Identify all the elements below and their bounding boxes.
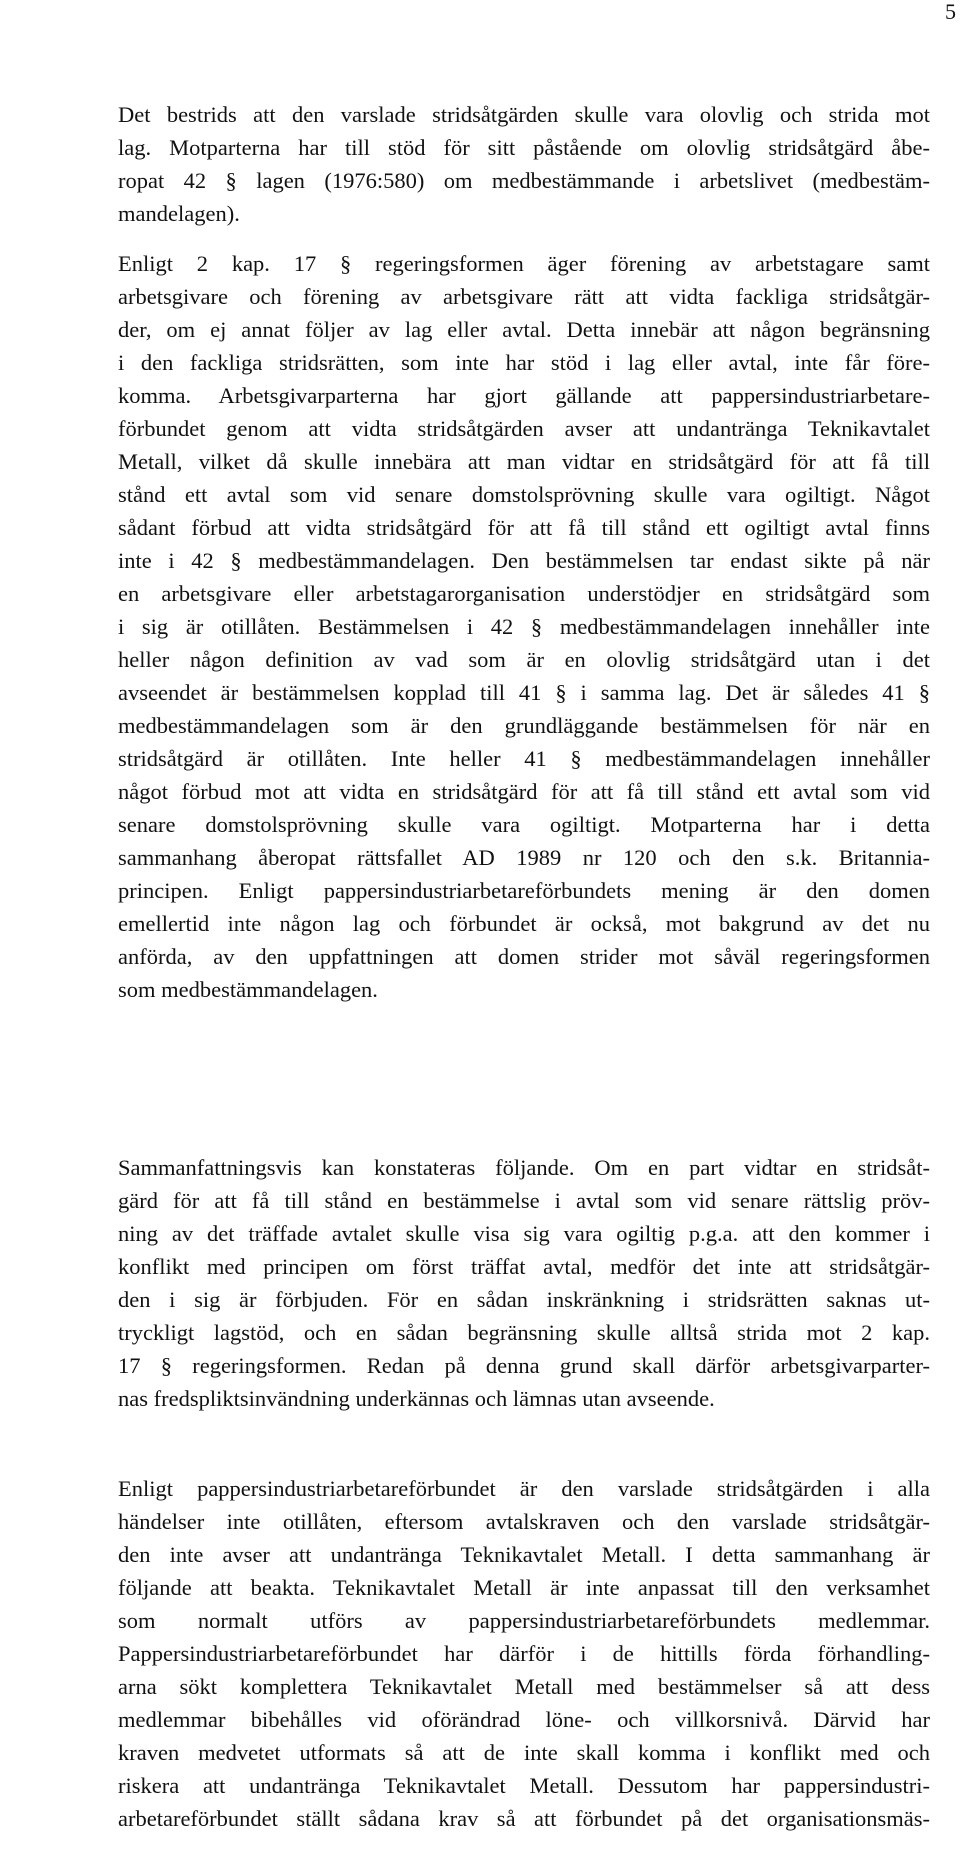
text-line: heller någon definition av vad som är en olovlig stridsåtgärd utan i det — [118, 647, 930, 672]
text-line: i den fackliga stridsrätten, som inte har stöd i lag eller avtal, inte får före- — [118, 350, 930, 375]
text-line: emellertid inte någon lag och förbundet är också, mot bakgrund av det nu — [118, 911, 930, 936]
text-line: arbetsgivare och förening av arbetsgivare rätt att vidta fackliga stridsåtgär- — [118, 284, 930, 309]
paragraph-2 — [118, 247, 930, 1006]
text-line: Enligt pappersindustriarbetareförbundet är den varslade stridsåtgärden i alla — [118, 1476, 930, 1501]
text-line: den inte avser att undantränga Teknikavtalet Metall. I detta sammanhang är — [118, 1542, 930, 1567]
text-line: stånd ett avtal som vid senare domstolsprövning skulle vara ogiltigt. Något — [118, 482, 930, 507]
text-line: avseendet är bestämmelsen kopplad till 41 § i samma lag. Det är således 41 § — [118, 680, 930, 705]
text-line: medbestämmandelagen som är den grundläggande bestämmelsen för när en — [118, 713, 930, 738]
text-line: lag. Motparterna har till stöd för sitt påstående om olovlig stridsåtgärd åbe- — [118, 135, 930, 160]
text-line: som normalt utförs av pappersindustriarbetareförbundets medlemmar. — [118, 1608, 930, 1633]
text-line: Sammanfattningsvis kan konstateras följande. Om en part vidtar en stridsåt- — [118, 1155, 930, 1180]
text-line: sådant förbud att vidta stridsåtgärd för att få till stånd ett ogiltigt avtal finns — [118, 515, 930, 540]
paragraph-4 — [118, 1472, 930, 1835]
text-line: medlemmar bibehålles vid oförändrad löne- och villkorsnivå. Därvid har — [118, 1707, 930, 1732]
text-line: principen. Enligt pappersindustriarbetareförbundets mening är den domen — [118, 878, 930, 903]
text-line: mandelagen). — [118, 201, 240, 226]
text-line: i sig är otillåten. Bestämmelsen i 42 § medbestämmandelagen innehåller inte — [118, 614, 930, 639]
text-line: konflikt med principen om först träffat avtal, medför det inte att stridsåtgär- — [118, 1254, 930, 1279]
text-line: der, om ej annat följer av lag eller avtal. Detta innebär att någon begränsning — [118, 317, 930, 342]
paragraph-1 — [118, 98, 930, 230]
text-line: följande att beakta. Teknikavtalet Metall är inte anpassat till den verksamhet — [118, 1575, 930, 1600]
text-line: stridsåtgärd är otillåten. Inte heller 41 § medbestämmandelagen innehåller — [118, 746, 930, 771]
text-line: kraven medvetet utformats så att de inte skall komma i konflikt med och — [118, 1740, 930, 1765]
text-line: gärd för att få till stånd en bestämmelse i avtal som vid senare rättslig pröv- — [118, 1188, 930, 1213]
text-line: sammanhang åberopat rättsfallet AD 1989 nr 120 och den s.k. Britannia- — [118, 845, 930, 870]
page-number: 5 — [945, 0, 956, 24]
text-line: senare domstolsprövning skulle vara ogiltigt. Motparterna har i detta — [118, 812, 930, 837]
text-line: tryckligt lagstöd, och en sådan begränsning skulle alltså strida mot 2 kap. — [118, 1320, 930, 1345]
text-line: inte i 42 § medbestämmandelagen. Den bestämmelsen tar endast sikte på när — [118, 548, 930, 573]
text-line: förbundet genom att vidta stridsåtgärden avser att undantränga Teknikavtalet — [118, 416, 930, 441]
text-line: riskera att undantränga Teknikavtalet Metall. Dessutom har pappersindustri- — [118, 1773, 930, 1798]
text-line: ropat 42 § lagen (1976:580) om medbestämmande i arbetslivet (medbestäm- — [118, 168, 930, 193]
text-line: en arbetsgivare eller arbetstagarorganisation understödjer en stridsåtgärd som — [118, 581, 930, 606]
text-line: som medbestämmandelagen. — [118, 977, 378, 1002]
text-line: Pappersindustriarbetareförbundet har därför i de hittills förda förhandling- — [118, 1641, 930, 1666]
text-line: händelser inte otillåten, eftersom avtalskraven och den varslade stridsåtgär- — [118, 1509, 930, 1534]
text-line: arna sökt komplettera Teknikavtalet Metall med bestämmelser så att dess — [118, 1674, 930, 1699]
text-line: komma. Arbetsgivarparterna har gjort gällande att pappersindustriarbetare- — [118, 383, 930, 408]
text-line: anförda, av den uppfattningen att domen strider mot såväl regeringsformen — [118, 944, 930, 969]
text-line: 17 § regeringsformen. Redan på denna grund skall därför arbetsgivarparter- — [118, 1353, 930, 1378]
text-line: Det bestrids att den varslade stridsåtgärden skulle vara olovlig och strida mot — [118, 102, 930, 127]
text-line: den i sig är förbjuden. För en sådan inskränkning i stridsrätten saknas ut- — [118, 1287, 930, 1312]
text-line: Enligt 2 kap. 17 § regeringsformen äger förening av arbetstagare samt — [118, 251, 930, 276]
text-line: arbetareförbundet ställt sådana krav så att förbundet på det organisationsmäs- — [118, 1806, 930, 1831]
text-line: något förbud mot att vidta en stridsåtgärd för att få till stånd ett avtal som vid — [118, 779, 930, 804]
paragraph-3 — [118, 1151, 930, 1415]
text-line: nas fredspliktsinvändning underkännas och lämnas utan avseende. — [118, 1386, 715, 1411]
text-line: Metall, vilket då skulle innebära att man vidtar en stridsåtgärd för att få till — [118, 449, 930, 474]
text-line: ning av det träffade avtalet skulle visa sig vara ogiltig p.g.a. att den kommer i — [118, 1221, 930, 1246]
